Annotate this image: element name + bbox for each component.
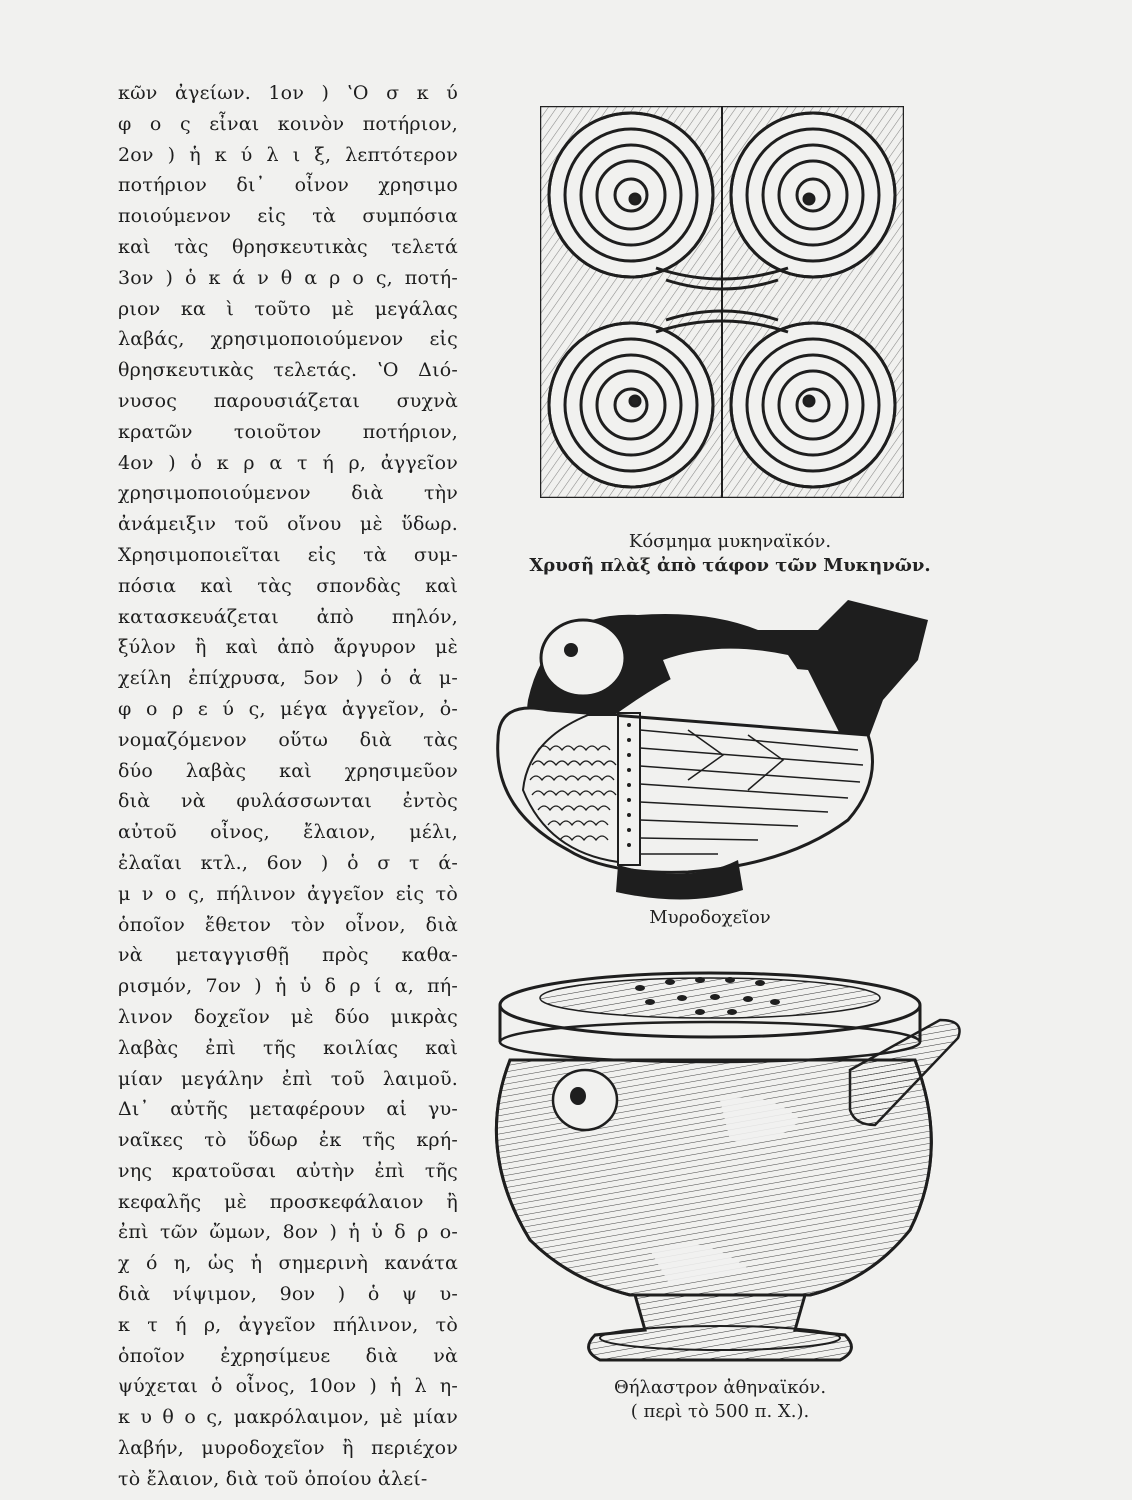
text-line: νομαζόμενον οὕτω διὰ τὰς (118, 728, 458, 751)
text-line: κατασκευάζεται ἀπὸ πηλόν, (118, 605, 458, 628)
athenian-feeder-caption (560, 1376, 880, 1424)
text-line: θρησκευτικὰς τελετάς. ʽΟ Διό- (118, 359, 458, 382)
text-line: τὸ ἔλαιον, διὰ τοῦ ὁποίου ἀλεί- (118, 1467, 428, 1490)
text-line: φ ο ς εἶναι κοινὸν ποτήριον, (118, 112, 458, 135)
text-line: φ ο ρ ε ύ ς, μέγα ἀγγεῖον, ὀ- (118, 697, 458, 720)
text-line: χ ό η, ὡς ἡ σημερινὴ κανάτα (118, 1252, 458, 1275)
text-line: Χρησιμοποιεῖται εἰς τὰ συμ- (118, 543, 458, 566)
text-line: πόσια καὶ τὰς σπονδὰς καὶ (118, 574, 458, 597)
perfume-vessel-illustration (488, 590, 958, 902)
text-line: ὁποῖον ἔθετον τὸν οἶνον, διὰ (118, 913, 458, 936)
athenian-feeder-figure (470, 950, 970, 1368)
text-line: χείλη ἐπίχρυσα, 5ον ) ὁ ἀ μ- (118, 667, 458, 690)
text-line: διὰ νὰ φυλάσσωνται ἐντὸς (118, 790, 458, 813)
text-line: ριον κα ὶ τοῦτο μὲ μεγάλας (118, 297, 458, 320)
text-line: χρησιμοποιούμενον διὰ τὴν (118, 482, 458, 505)
text-line: μ ν ο ς, πήλινον ἀγγεῖον εἰς τὸ (118, 882, 458, 905)
text-line: ποιούμενον εἰς τὰ συμπόσια (118, 205, 458, 228)
athenian-feeder-caption-date: ( περὶ τὸ 500 π. Χ.). (630, 1401, 810, 1422)
text-line: 3ον ) ὁ κ ά ν θ α ρ ο ς, ποτή- (118, 266, 458, 289)
text-line: καὶ τὰς θρησκευτικὰς τελετά (118, 235, 458, 258)
athenian-feeder-caption-title: Θήλαστρον ἀθηναϊκόν. (613, 1377, 827, 1398)
ornament-caption (500, 530, 960, 578)
text-line: μίαν μεγάλην ἐπὶ τοῦ λαιμοῦ. (118, 1067, 458, 1090)
athenian-feeder-illustration (470, 950, 970, 1368)
text-line: ἐπὶ τῶν ὤμων, 8ον ) ἡ ὑ δ ρ ο- (118, 1221, 458, 1244)
text-line: ποτήριον δι᾽ οἶνον χρησιμο (118, 174, 458, 197)
text-line: λαβάς, χρησιμοποιούμενον εἰς (118, 328, 458, 351)
text-line: Δι᾽ αὐτῆς μεταφέρουν αἱ γυ- (118, 1098, 458, 1121)
ornament-caption-desc: Χρυσῆ πλὰξ ἀπὸ τάφον τῶν Μυκηνῶν. (529, 555, 931, 576)
text-line: ἀνάμειξιν τοῦ οἴνου μὲ ὕδωρ. (118, 513, 458, 536)
perfume-vessel-caption (580, 906, 840, 930)
text-line: ἐλαῖαι κτλ., 6ον ) ὁ σ τ ά- (118, 851, 458, 874)
ornament-caption-title: Κόσμημα μυκηναϊκόν. (628, 531, 832, 552)
text-line: νὰ μεταγγισθῇ πρὸς καθα- (118, 944, 458, 967)
text-line: δύο λαβὰς καὶ χρησιμεῦον (118, 759, 458, 782)
text-line: 4ον ) ὁ κ ρ α τ ή ρ, ἀγγεῖον (118, 451, 458, 474)
text-line: διὰ νίψιμον, 9ον ) ὁ ψ υ- (118, 1283, 458, 1306)
text-line: κρατῶν τοιοῦτον ποτήριον, (118, 420, 458, 443)
text-line: 2ον ) ἡ κ ύ λ ι ξ, λεπτότερον (118, 143, 458, 166)
text-line: ρισμόν, 7ον ) ἡ ὑ δ ρ ί α, πή- (118, 975, 458, 998)
text-line: αὐτοῦ οἶνος, ἔλαιον, μέλι, (118, 821, 458, 844)
mycenaean-ornament-figure (536, 100, 908, 502)
text-line: ψύχεται ὁ οἶνος, 10ον ) ἡ λ η- (118, 1375, 458, 1398)
text-line: λαβήν, μυροδοχεῖον ἢ περιέχον (118, 1437, 458, 1460)
text-line: κ τ ή ρ, ἀγγεῖον πήλινον, τὸ (118, 1313, 458, 1336)
text-line: ὁποῖον ἐχρησίμευε διὰ νὰ (118, 1344, 458, 1367)
text-line: λινον δοχεῖον μὲ δύο μικρὰς (118, 1005, 458, 1028)
text-line: κ υ θ ο ς, μακρόλαιμον, μὲ μίαν (118, 1406, 458, 1429)
text-line: λαβὰς ἐπὶ τῆς κοιλίας καὶ (118, 1036, 458, 1059)
text-line: κεφαλῆς μὲ προσκεφάλαιον ἢ (118, 1190, 458, 1213)
text-line: νης κρατοῦσαι αὐτὴν ἐπὶ τῆς (118, 1159, 458, 1182)
text-line: κῶν ἀγείων. 1ον ) ʽΟ σ κ ύ (118, 82, 458, 104)
text-line: νυσος παρουσιάζεται συχνὰ (118, 389, 458, 412)
text-line: ναῖκες τὸ ὕδωρ ἐκ τῆς κρή- (118, 1129, 458, 1152)
body-text-column (118, 78, 458, 1495)
text-line: ξύλον ἢ καὶ ἀπὸ ἄργυρον μὲ (118, 636, 458, 659)
ornament-illustration (536, 100, 908, 502)
perfume-vessel-caption-title: Μυροδοχεῖον (649, 907, 771, 928)
perfume-vessel-figure (488, 590, 958, 902)
